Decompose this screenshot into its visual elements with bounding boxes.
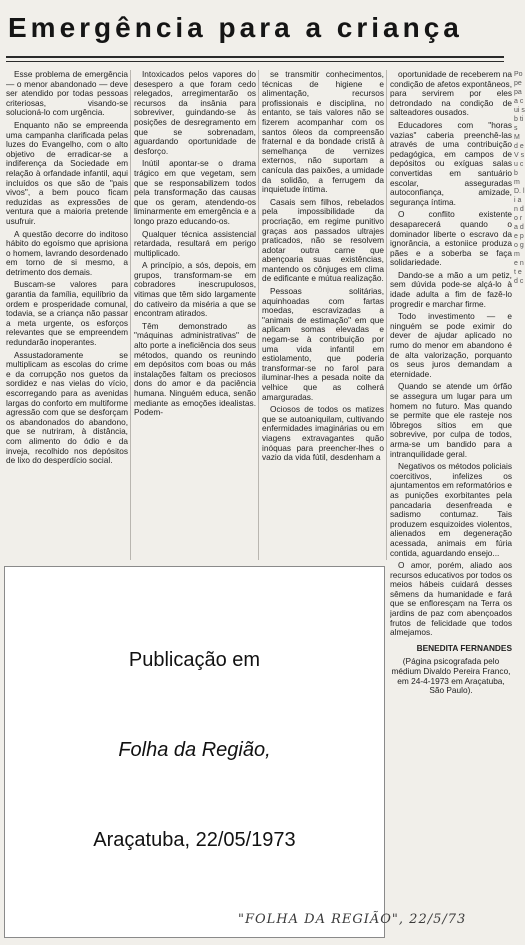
paragraph: A questão decorre do inditoso hábito do egoísmo que aprisiona o homem, lavrando desordenado em torno de si mesmo, a detrimento dos demais. — [6, 228, 128, 277]
headline-rule — [6, 56, 504, 58]
article-column-3 — [262, 70, 384, 562]
paragraph: O conflito existente desaparecerá quando o dominador liberte o escravo da ignorância, a estoniice produza pães e a soberba se faça solidariedade. — [390, 209, 512, 268]
column-divider — [386, 70, 387, 560]
column-divider — [130, 70, 131, 560]
paragraph: Esse problema de emergência — o menor abandonado — deve ser atendido por todas pessoas criteriosas, visando-se solucioná-lo com urgência. — [6, 70, 128, 118]
paragraph: Dando-se a mão a um petiz, sem dúvida pode-se alçá-lo à idade adulta a fim de fazê-lo progredir e marchar firme. — [390, 269, 512, 309]
cropped-edge-text: Po pe pa a c ui s b ti s M d e V s u c b m D. l i a n d o r a d e p o g m e n t e d c — [514, 71, 525, 285]
paragraph: Quando se atende um órfão se assegura um lugar para um homem no futuro. Mas quando se permite que ele rasteje nos lôbregos sítios em que sobrevive, por culpa de todos, arma-se um bandido para a intranquilidade geral. — [390, 381, 512, 459]
article-column-2 — [134, 70, 256, 562]
headline-rule-thin — [6, 61, 504, 62]
paragraph: Buscam-se valores para garantia da família, equilíbrio da ordem e prosperidade comunal, todavia, se a criança não passar a meta urgente, os esforços relevantes que se empreendem redundarão inoperantes. — [6, 279, 128, 348]
paragraph: O amor, porém, aliado aos recursos educativos por todos os meios hábeis cuidará desses sêmens da humanidade e fará que se enfloresçam na Terra os jardins de paz com abençoados frutos de felicidade que todos almejamos. — [390, 560, 512, 638]
paragraph: Casais sem filhos, rebelados pela impossibilidade da procriação, em regime punitivo graças aos passados ultrajes praticados, não se resolvem adotar outra carne que abençoaria suas existências, mantendo os cônjuges em clima de edificante e mútua realização. — [262, 196, 384, 284]
paragraph: Educadores com "horas vazias" caberia preenchê-las através de uma contribuição pedagógica, em campos de depósitos ou exíguas salas convertidas em santuário escolar, asseguradas autoconfiança, amizade, segurança íntima. — [390, 119, 512, 207]
paragraph: Negativos os métodos policiais coercitivos, infelizes os ajuntamentos em reformatórios e as punições exorbitantes pela pancadaria desenfreada e sadismo contumaz. Tais produzem esquizoides violentos, alienados em degeneração acessada, animais em fúria contida, aguardando ensejo... — [390, 461, 512, 558]
caption-place-date: Araçatuba, 22/05/1973 — [93, 829, 296, 851]
column-divider — [258, 70, 259, 560]
paragraph: Têm demonstrado as "máquinas administrativas" de alto porte a ineficiência dos seus métodos, quando os reunindo em depósitos com boas ou más instalações faltam os preciosos dons do amor e da paciência humana. Ninguém educa, senão mediante as emoções idealistas. Podem- — [134, 320, 256, 418]
paragraph: se transmitir conhecimentos, técnicas de higiene e alimentação, recursos profissionais e disciplina, no entanto, se tais valores não se fizerem acompanhar com os santos óleos da compreensão fraternal e da bondade cristã à semelhança de vernizes externos, não suportam a canícula das paixões, a umidade da solidão, a ferrugem da inquietude íntima. — [262, 70, 384, 195]
paragraph: Inútil apontar-se o drama trágico em que vegetam, sem que se responsabilizem todos pela transformação das causas que os geram, atendendo-os liminarmente em emergência e a longo prazo educando-os. — [134, 158, 256, 226]
article-column-4 — [390, 70, 512, 910]
article-column-1 — [6, 70, 128, 562]
caption-newspaper-name: Folha da Região, — [118, 739, 271, 761]
paragraph: Qualquer técnica assistencial retardada, resultará em perigo multiplicado. — [134, 228, 256, 258]
handwritten-source-note: "FOLHA DA REGIÃO", 22/5/73 — [238, 912, 467, 927]
paragraph: oportunidade de receberem na condição de afetos expontâneos, para servirem por eles detrondado na condição de salteadores ousados. — [390, 70, 512, 118]
paragraph: A princípio, a sós, depois, em grupos, transformam-se em cobradores inescrupulosos, vitimas que têm sido largamente do cativeiro da miséria a que se encontram atirados. — [134, 260, 256, 319]
paragraph: Assustadoramente se multiplicam as escolas do crime e da corrupção nos guetos da sordidez e nas vielas do vício, escorregando para as avenidas largas do conforto em multiforme agressão com que se desforçam os abandonados do abandono, que se nutriram, à distância, com alimento do ódio e da inveja, recolhido nos depósitos de lixo do desperdício social. — [6, 349, 128, 466]
author-signature: BENEDITA FERNANDES — [416, 642, 512, 653]
article-headline: Emergência para a criança — [8, 12, 463, 43]
paragraph: Enquanto não se empreenda uma campanha clarificada pelas luzes do Evangelho, com o alto objetivo de erradicar-se a indiferença da Sociedade em relação à orfandade infantil, aqui incluídos os que são de "pais vivos", a bem pouco ficam reduzidas as expressões de ventura que a maioria pretende usufruir. — [6, 119, 128, 226]
caption-line-1: Publicação em — [128, 649, 261, 671]
psychography-note: (Página psicografada pelo médium Divaldo Pereira Franco, em 24-4-1973 em Araçatuba, São Paulo). — [391, 656, 511, 696]
paragraph: Intoxicados pelos vapores do desespero a que foram cedo relegados, arregimentarão os recursos da insânia para sobreviver, guindando-se às posições de desregramento em que se sobrenadam, aguardando oportunidade de desforço. — [134, 70, 256, 156]
paragraph: Todo investimento — e ninguém se pode eximir do dever de ajudar aplicado no rumo do menor em abandono é de alta valorização, porquanto os seus juros demandam a eternidade. — [390, 311, 512, 379]
paragraph: Ociosos de todos os matizes que se autoaniquilam, cultivando enfermidades imaginárias ou em viagens extravagantes quão inóquas para preencher-lhes o vazio da vida fútil, desdenham a — [262, 404, 384, 463]
paragraph: Pessoas solitárias, aquinhoadas com fartas moedas, escravizadas a "animais de estimação" em que aplicam somas elevadas e negam-se à contribuição por uma vida infantil em estiolamento, que poderia transformar-se no farol para iluminar-lhes a pesada noite da velhice que as colherá amarguradas. — [262, 286, 384, 402]
publication-caption-box — [4, 566, 385, 938]
